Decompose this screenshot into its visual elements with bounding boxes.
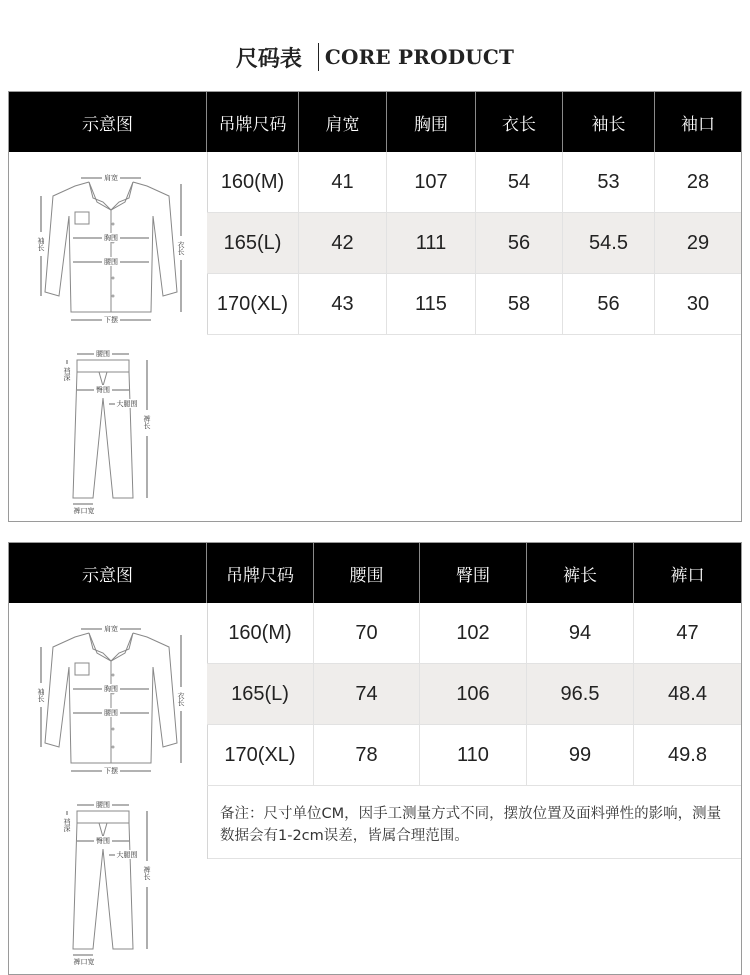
label-waist: 腰围 <box>104 709 118 717</box>
label-shoulder: 肩宽 <box>104 174 118 182</box>
header-tag-size: 吊牌尺码 <box>207 92 299 152</box>
cell-length: 54 <box>476 152 563 212</box>
label-pants-waist: 腰围 <box>96 350 110 358</box>
cell-length: 58 <box>476 274 563 334</box>
cell-size: 160(M) <box>207 603 314 663</box>
cell-sleeve: 56 <box>563 274 655 334</box>
cell-cuff: 28 <box>686 170 710 193</box>
table-row <box>207 213 741 274</box>
label-sleeve: 袖长 <box>37 237 45 251</box>
cell-pants-length: 99 <box>527 725 634 785</box>
title-cn: 尺码表 <box>235 46 302 72</box>
cell-hip: 102 <box>420 603 527 663</box>
header-tag-size: 吊牌尺码 <box>207 543 314 603</box>
table-row <box>207 664 741 725</box>
label-pants-leg-opening: 裤口宽 <box>73 958 95 966</box>
cell-size: 170(XL) <box>207 725 314 785</box>
header-cuff: 袖口 <box>681 114 715 135</box>
cell-pants-length: 96.5 <box>527 664 634 724</box>
cell-pants-length: 94 <box>527 603 634 663</box>
cell-size: 170(XL) <box>207 274 299 334</box>
cell-chest: 111 <box>387 213 476 273</box>
cell-size: 160(M) <box>207 152 299 212</box>
header-sleeve: 袖长 <box>563 92 655 152</box>
label-pants-rise: 裆深 <box>63 818 71 832</box>
header-diagram: 示意图 <box>9 543 207 603</box>
pants-diagram <box>49 799 169 973</box>
label-pants-rise: 裆深 <box>63 367 71 381</box>
top-size-table <box>8 91 742 522</box>
cell-hip: 110 <box>420 725 527 785</box>
header-chest: 胸围 <box>387 92 476 152</box>
label-pants-hip: 臀围 <box>96 386 110 394</box>
label-length: 衣长 <box>177 692 185 706</box>
label-waist: 腰围 <box>104 258 118 266</box>
label-chest: 胸围 <box>104 234 118 242</box>
cell-leg-opening: 48.4 <box>668 682 707 705</box>
title-divider <box>318 43 319 71</box>
cell-leg-opening: 49.8 <box>668 743 707 766</box>
cell-waist: 74 <box>314 664 420 724</box>
cell-cuff: 29 <box>686 231 710 254</box>
cell-size: 165(L) <box>207 213 299 273</box>
cell-cuff: 30 <box>686 292 710 315</box>
label-chest: 胸围 <box>104 685 118 693</box>
cell-waist: 78 <box>314 725 420 785</box>
label-pants-thigh: 大腿围 <box>116 400 138 408</box>
cell-shoulder: 43 <box>299 274 387 334</box>
header-leg-opening: 裤口 <box>670 565 705 586</box>
label-hem: 下摆 <box>104 767 118 775</box>
shirt-diagram <box>31 623 191 787</box>
header-diagram: 示意图 <box>9 92 207 152</box>
header-shoulder: 肩宽 <box>299 92 387 152</box>
label-pants-leg-opening: 裤口宽 <box>73 507 95 515</box>
shirt-diagram <box>31 172 191 336</box>
header-hip: 臀围 <box>420 543 527 603</box>
cell-leg-opening: 47 <box>676 621 699 644</box>
cell-shoulder: 42 <box>299 213 387 273</box>
label-shoulder: 肩宽 <box>104 625 118 633</box>
table-row <box>207 725 741 786</box>
page-title <box>0 40 750 74</box>
label-pants-thigh: 大腿围 <box>116 851 138 859</box>
header-length: 衣长 <box>476 92 563 152</box>
cell-sleeve: 54.5 <box>563 213 655 273</box>
cell-length: 56 <box>476 213 563 273</box>
cell-chest: 107 <box>387 152 476 212</box>
label-pants-waist: 腰围 <box>96 801 110 809</box>
label-sleeve: 袖长 <box>37 688 45 702</box>
label-hem: 下摆 <box>104 316 118 324</box>
cell-shoulder: 41 <box>299 152 387 212</box>
label-length: 衣长 <box>177 241 185 255</box>
top-table-header <box>9 92 741 152</box>
bottom-table-header <box>9 543 741 603</box>
table-row <box>207 274 741 335</box>
table-row <box>207 152 741 213</box>
bottom-size-table <box>8 542 742 975</box>
header-waist: 腰围 <box>314 543 420 603</box>
size-note: 备注：尺寸单位CM，因手工测量方式不同，摆放位置及面料弹性的影响，测量数据会有1-2cm误差，皆属合理范围。 <box>208 787 741 859</box>
label-pants-length: 裤长 <box>143 415 151 429</box>
cell-sleeve: 53 <box>563 152 655 212</box>
label-pants-length: 裤长 <box>143 866 151 880</box>
title-en: CORE PRODUCT <box>324 45 515 69</box>
cell-waist: 70 <box>314 603 420 663</box>
cell-hip: 106 <box>420 664 527 724</box>
pants-diagram <box>49 348 169 522</box>
header-pants-length: 裤长 <box>527 543 634 603</box>
table-row <box>207 603 741 664</box>
label-pants-hip: 臀围 <box>96 837 110 845</box>
cell-chest: 115 <box>387 274 476 334</box>
cell-size: 165(L) <box>207 664 314 724</box>
